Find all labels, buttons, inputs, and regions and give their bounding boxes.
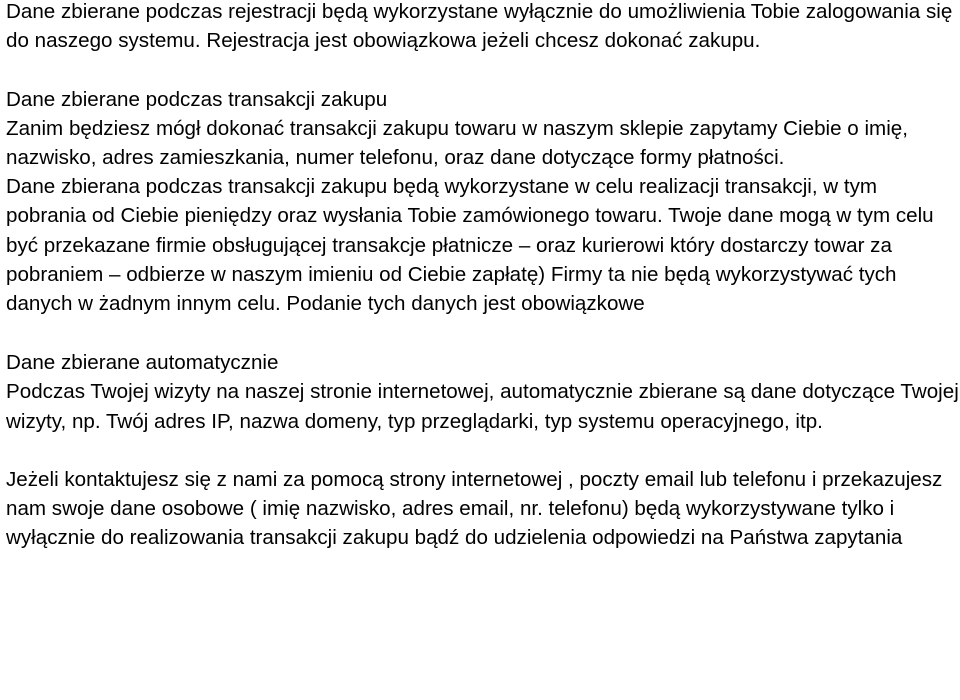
registration-paragraph: Dane zbierane podczas rejestracji będą wykorzystane wyłącznie do umożliwienia Tobie zalogowania się do naszego systemu. Rejestracja jest obowiązkowa jeżeli chcesz dokonać zakupu. [6, 0, 953, 53]
spacer [6, 436, 960, 465]
transaction-heading: Dane zbierane podczas transakcji zakupu [6, 87, 388, 111]
transaction-paragraph-2: Dane zbierana podczas transakcji zakupu będą wykorzystane w celu realizacji transakcji, w tym pobrania od Ciebie pieniędzy oraz wysłania Tobie zamówionego towaru. Twoje dane mogą w tym celu być przekazane firmie obsługującej transakcje płatnicze – oraz kurierowi który dostarczy towar za pobraniem – odbierze w naszym imieniu od Ciebie zapłatę) Firmy ta nie będą wykorzystywać tych danych w żadnym innym celu. Podanie tych danych jest obowiązkowe [6, 175, 934, 316]
spacer [6, 318, 960, 348]
spacer [6, 55, 960, 84]
automatic-heading: Dane zbierane automatycznie [6, 351, 279, 375]
transaction-paragraph-1: Zanim będziesz mógł dokonać transakcji zakupu towaru w naszym sklepie zapytamy Ciebie o imię, nazwisko, adres zamieszkania, numer telefonu, oraz dane dotyczące formy płatności. [6, 116, 908, 169]
contact-paragraph: Jeżeli kontaktujesz się z nami za pomocą strony internetowej , poczty email lub telefonu i przekazujesz nam swoje dane osobowe ( imię nazwisko, adres email, nr. telefonu) będą wykorzystywane tylko i wyłącznie do realizowania transakcji zakupu bądź do udzielenia odpowiedzi na Państwa zapytania [6, 468, 943, 550]
automatic-paragraph: Podczas Twojej wizyty na naszej stronie internetowej, automatycznie zbierane są dane dotyczące Twojej wizyty, np. Twój adres IP, nazwa domeny, typ przeglądarki, typ systemu operacyjnego, itp. [6, 380, 959, 433]
